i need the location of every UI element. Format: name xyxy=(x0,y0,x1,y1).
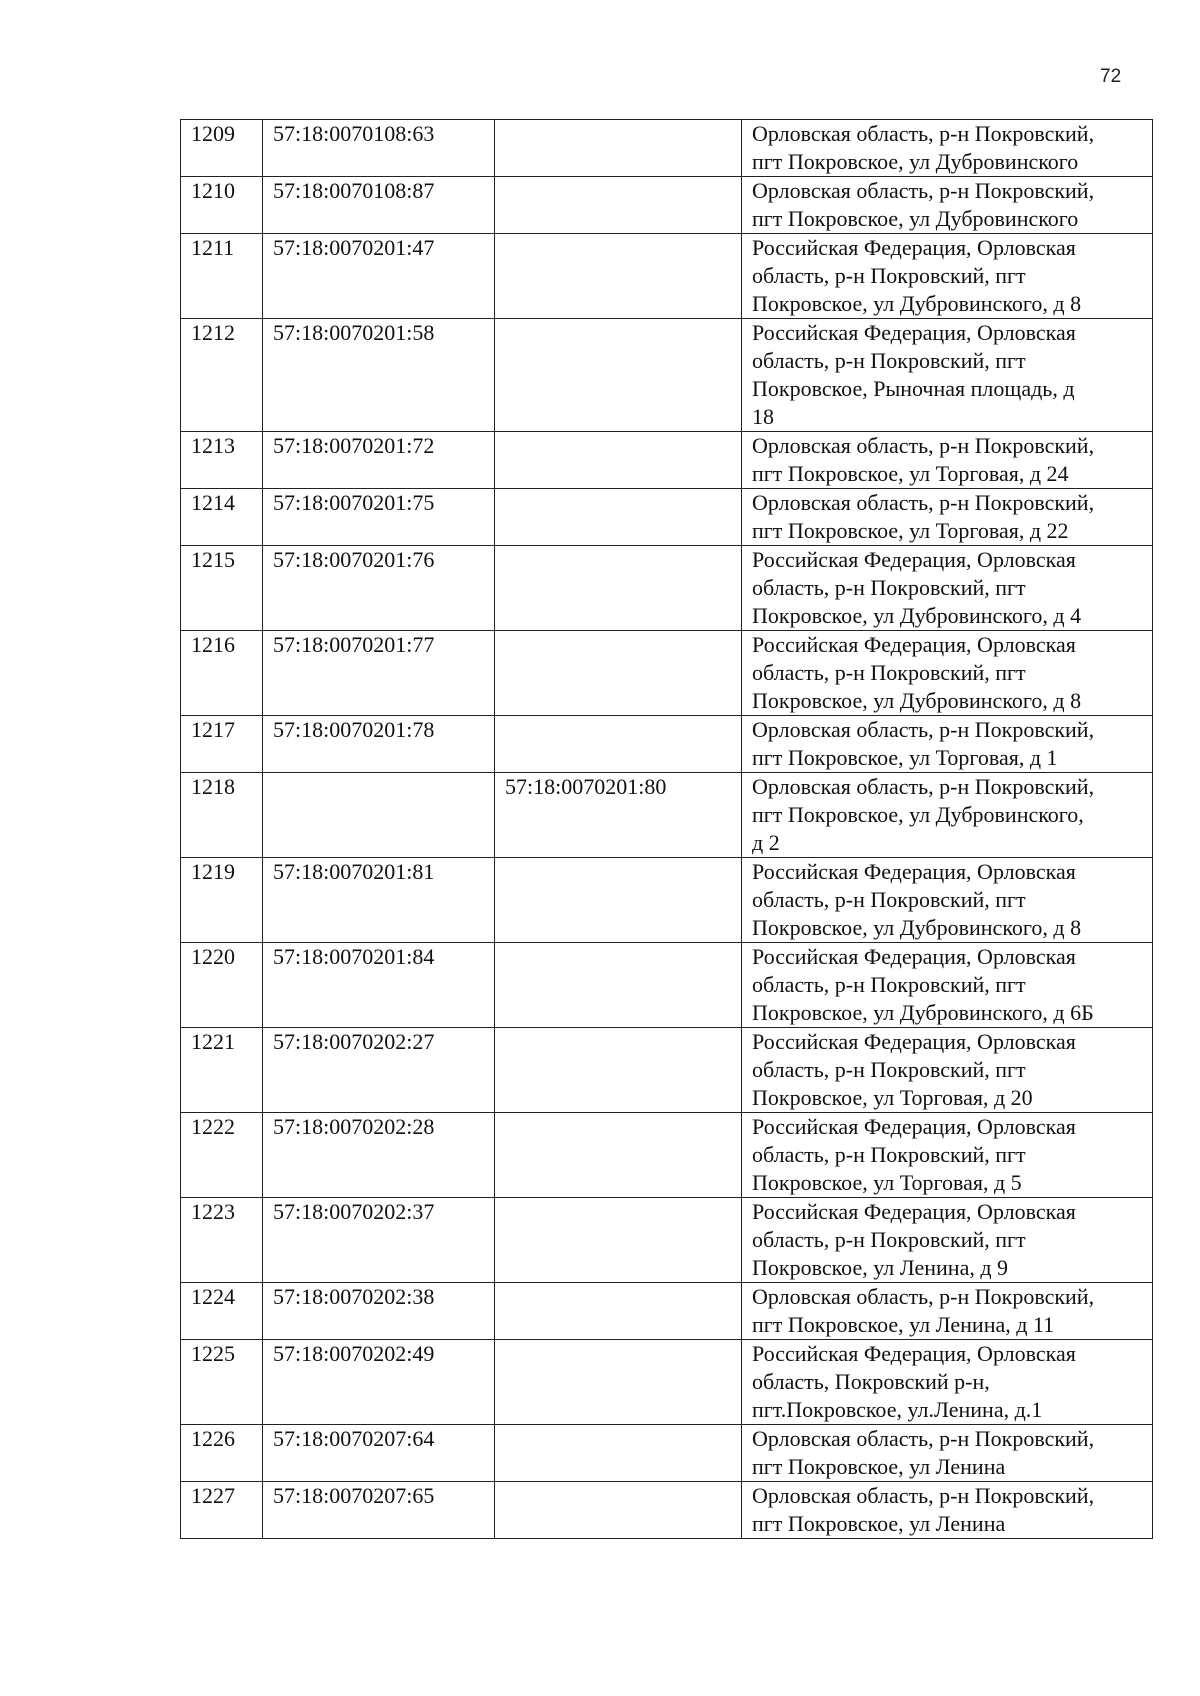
table-row xyxy=(181,1198,1153,1283)
cadastral-number-cell: 57:18:0070207:64 xyxy=(263,1425,495,1482)
row-number-cell: 1212 xyxy=(181,319,263,432)
related-cadastral-number-cell xyxy=(495,319,742,432)
table-row xyxy=(181,631,1153,716)
related-cadastral-number-cell xyxy=(495,1028,742,1113)
row-number-cell: 1225 xyxy=(181,1340,263,1425)
cadastral-number-cell: 57:18:0070108:87 xyxy=(263,177,495,234)
table-row xyxy=(181,716,1153,773)
address-cell: Российская Федерация, Орловская область, р-н Покровский, пгт Покровское, ул Ленина, д 9 xyxy=(742,1198,1153,1283)
registry-table-body xyxy=(181,120,1153,1539)
row-number-cell: 1213 xyxy=(181,432,263,489)
table-row xyxy=(181,432,1153,489)
table-row xyxy=(181,943,1153,1028)
row-number-cell: 1218 xyxy=(181,773,263,858)
cadastral-number-cell: 57:18:0070201:72 xyxy=(263,432,495,489)
address-cell: Орловская область, р-н Покровский, пгт Покровское, ул Дубровинского, д 2 xyxy=(742,773,1153,858)
row-number-cell: 1227 xyxy=(181,1482,263,1539)
related-cadastral-number-cell xyxy=(495,858,742,943)
cadastral-number-cell: 57:18:0070202:28 xyxy=(263,1113,495,1198)
cadastral-number-cell: 57:18:0070201:47 xyxy=(263,234,495,319)
address-cell: Российская Федерация, Орловская область, р-н Покровский, пгт Покровское, ул Дубровинского, д 8 xyxy=(742,234,1153,319)
address-cell: Российская Федерация, Орловская область, р-н Покровский, пгт Покровское, ул Дубровинского, д 8 xyxy=(742,858,1153,943)
table-row xyxy=(181,120,1153,177)
address-cell: Орловская область, р-н Покровский, пгт Покровское, ул Ленина, д 11 xyxy=(742,1283,1153,1340)
table-row xyxy=(181,546,1153,631)
related-cadastral-number-cell xyxy=(495,432,742,489)
row-number-cell: 1210 xyxy=(181,177,263,234)
address-cell: Российская Федерация, Орловская область, р-н Покровский, пгт Покровское, ул Дубровинского, д 6Б xyxy=(742,943,1153,1028)
page-number: 72 xyxy=(1100,66,1122,87)
related-cadastral-number-cell xyxy=(495,1113,742,1198)
row-number-cell: 1217 xyxy=(181,716,263,773)
address-cell: Орловская область, р-н Покровский, пгт Покровское, ул Ленина xyxy=(742,1425,1153,1482)
row-number-cell: 1216 xyxy=(181,631,263,716)
row-number-cell: 1222 xyxy=(181,1113,263,1198)
cadastral-number-cell: 57:18:0070201:81 xyxy=(263,858,495,943)
table-row xyxy=(181,1340,1153,1425)
table-row xyxy=(181,1425,1153,1482)
table-row xyxy=(181,858,1153,943)
related-cadastral-number-cell xyxy=(495,1198,742,1283)
related-cadastral-number-cell xyxy=(495,631,742,716)
table-row xyxy=(181,1113,1153,1198)
cadastral-number-cell: 57:18:0070207:65 xyxy=(263,1482,495,1539)
row-number-cell: 1209 xyxy=(181,120,263,177)
related-cadastral-number-cell: 57:18:0070201:80 xyxy=(495,773,742,858)
related-cadastral-number-cell xyxy=(495,489,742,546)
address-cell: Орловская область, р-н Покровский, пгт Покровское, ул Торговая, д 1 xyxy=(742,716,1153,773)
address-cell: Российская Федерация, Орловская область, Покровский р-н, пгт.Покровское, ул.Ленина, д.1 xyxy=(742,1340,1153,1425)
related-cadastral-number-cell xyxy=(495,120,742,177)
address-cell: Российская Федерация, Орловская область, р-н Покровский, пгт Покровское, ул Торговая, д 20 xyxy=(742,1028,1153,1113)
cadastral-number-cell: 57:18:0070201:58 xyxy=(263,319,495,432)
address-cell: Российская Федерация, Орловская область, р-н Покровский, пгт Покровское, ул Торговая, д 5 xyxy=(742,1113,1153,1198)
table-row xyxy=(181,234,1153,319)
cadastral-number-cell: 57:18:0070201:84 xyxy=(263,943,495,1028)
row-number-cell: 1221 xyxy=(181,1028,263,1113)
row-number-cell: 1226 xyxy=(181,1425,263,1482)
row-number-cell: 1224 xyxy=(181,1283,263,1340)
address-cell: Орловская область, р-н Покровский, пгт Покровское, ул Торговая, д 24 xyxy=(742,432,1153,489)
related-cadastral-number-cell xyxy=(495,1482,742,1539)
row-number-cell: 1211 xyxy=(181,234,263,319)
related-cadastral-number-cell xyxy=(495,1425,742,1482)
cadastral-number-cell: 57:18:0070202:38 xyxy=(263,1283,495,1340)
address-cell: Орловская область, р-н Покровский, пгт Покровское, ул Ленина xyxy=(742,1482,1153,1539)
address-cell: Российская Федерация, Орловская область, р-н Покровский, пгт Покровское, ул Дубровинского, д 4 xyxy=(742,546,1153,631)
address-cell: Российская Федерация, Орловская область, р-н Покровский, пгт Покровское, ул Дубровинского, д 8 xyxy=(742,631,1153,716)
row-number-cell: 1215 xyxy=(181,546,263,631)
cadastral-number-cell xyxy=(263,773,495,858)
cadastral-number-cell: 57:18:0070201:77 xyxy=(263,631,495,716)
table-row xyxy=(181,489,1153,546)
row-number-cell: 1220 xyxy=(181,943,263,1028)
cadastral-number-cell: 57:18:0070108:63 xyxy=(263,120,495,177)
table-row xyxy=(181,1482,1153,1539)
row-number-cell: 1214 xyxy=(181,489,263,546)
row-number-cell: 1223 xyxy=(181,1198,263,1283)
address-cell: Орловская область, р-н Покровский, пгт Покровское, ул Дубровинского xyxy=(742,120,1153,177)
address-cell: Орловская область, р-н Покровский, пгт Покровское, ул Дубровинского xyxy=(742,177,1153,234)
related-cadastral-number-cell xyxy=(495,234,742,319)
table-row xyxy=(181,319,1153,432)
table-row xyxy=(181,1283,1153,1340)
registry-table xyxy=(180,119,1153,1539)
address-cell: Орловская область, р-н Покровский, пгт Покровское, ул Торговая, д 22 xyxy=(742,489,1153,546)
related-cadastral-number-cell xyxy=(495,943,742,1028)
related-cadastral-number-cell xyxy=(495,1283,742,1340)
related-cadastral-number-cell xyxy=(495,716,742,773)
cadastral-number-cell: 57:18:0070201:75 xyxy=(263,489,495,546)
table-row xyxy=(181,773,1153,858)
cadastral-number-cell: 57:18:0070202:49 xyxy=(263,1340,495,1425)
cadastral-number-cell: 57:18:0070202:27 xyxy=(263,1028,495,1113)
related-cadastral-number-cell xyxy=(495,1340,742,1425)
row-number-cell: 1219 xyxy=(181,858,263,943)
cadastral-number-cell: 57:18:0070201:78 xyxy=(263,716,495,773)
cadastral-number-cell: 57:18:0070201:76 xyxy=(263,546,495,631)
cadastral-number-cell: 57:18:0070202:37 xyxy=(263,1198,495,1283)
table-row xyxy=(181,1028,1153,1113)
related-cadastral-number-cell xyxy=(495,177,742,234)
address-cell: Российская Федерация, Орловская область, р-н Покровский, пгт Покровское, Рыночная площадь, д 18 xyxy=(742,319,1153,432)
table-row xyxy=(181,177,1153,234)
related-cadastral-number-cell xyxy=(495,546,742,631)
